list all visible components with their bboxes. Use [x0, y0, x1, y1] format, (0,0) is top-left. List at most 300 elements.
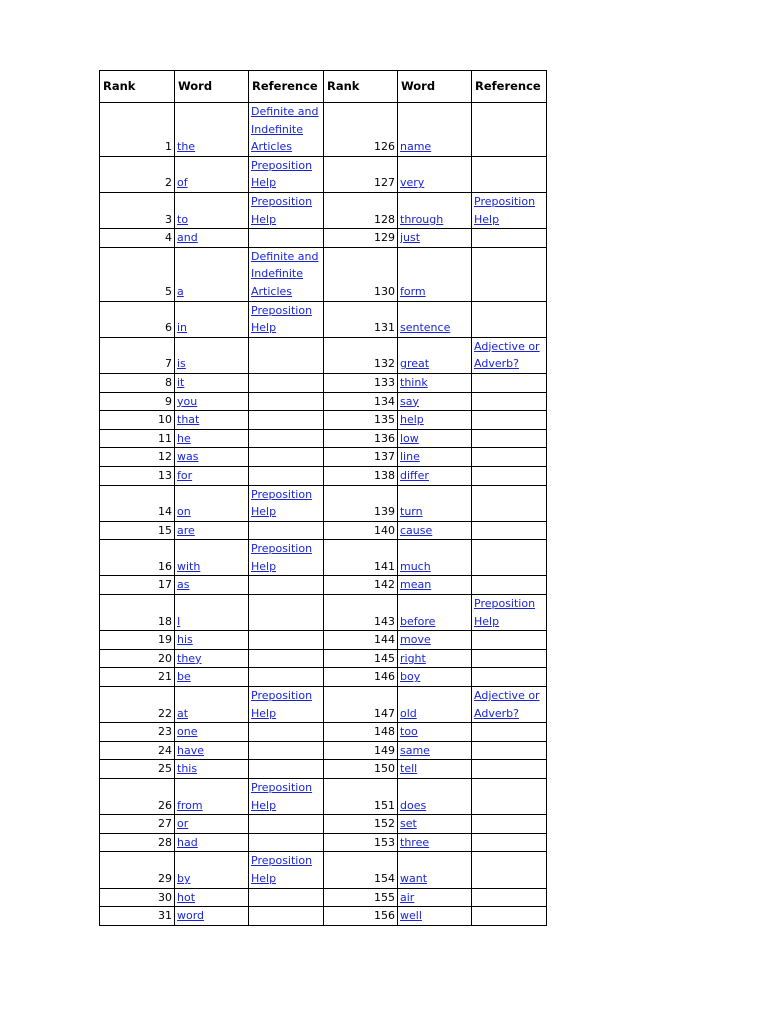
reference-cell-left [249, 392, 324, 411]
reference-cell-right [472, 631, 547, 650]
rank-cell-left: 18 [100, 595, 175, 631]
word-cell-right [398, 540, 472, 576]
reference-cell-left [249, 576, 324, 595]
rank-cell-left: 16 [100, 540, 175, 576]
word-link[interactable]: boy [400, 670, 421, 684]
word-link[interactable]: same [400, 743, 430, 757]
reference-cell-left [249, 779, 324, 815]
word-cell-right [398, 373, 472, 392]
rank-cell-right: 152 [324, 815, 398, 834]
word-cell-right [398, 907, 472, 926]
rank-cell-right: 127 [324, 156, 398, 192]
word-link[interactable]: low [400, 431, 419, 445]
rank-cell-left: 23 [100, 723, 175, 742]
reference-cell-left [249, 687, 324, 723]
reference-link[interactable]: Adverb? [474, 357, 519, 371]
word-cell-left [175, 411, 249, 430]
reference-link[interactable]: Help [251, 871, 277, 885]
word-link[interactable]: one [177, 725, 198, 739]
word-link[interactable]: differ [400, 468, 429, 482]
reference-cell-left [249, 741, 324, 760]
word-cell-right [398, 485, 472, 521]
rank-cell-right: 137 [324, 448, 398, 467]
word-link[interactable]: in [177, 321, 188, 335]
reference-cell-right [472, 521, 547, 540]
word-cell-left [175, 429, 249, 448]
word-cell-left [175, 779, 249, 815]
word-link[interactable]: of [177, 176, 188, 190]
reference-link[interactable]: Help [251, 321, 277, 335]
rank-cell-right: 132 [324, 337, 398, 373]
word-cell-left [175, 229, 249, 248]
word-link[interactable]: was [177, 450, 199, 464]
table-row [100, 833, 547, 852]
reference-link[interactable]: Help [474, 614, 500, 628]
word-cell-right [398, 301, 472, 337]
rank-cell-right: 155 [324, 888, 398, 907]
reference-link[interactable]: Indefinite [251, 267, 304, 281]
table-row [100, 301, 547, 337]
word-link[interactable]: the [177, 140, 196, 154]
word-cell-left [175, 668, 249, 687]
reference-link[interactable]: Help [251, 798, 277, 812]
word-cell-right [398, 649, 472, 668]
table-row [100, 760, 547, 779]
word-cell-left [175, 576, 249, 595]
word-cell-right [398, 852, 472, 888]
word-link[interactable]: by [177, 871, 191, 885]
reference-link[interactable]: Adjective or [474, 689, 540, 703]
word-link[interactable]: that [177, 413, 200, 427]
rank-cell-left: 10 [100, 411, 175, 430]
reference-cell-left [249, 192, 324, 228]
reference-cell-left [249, 760, 324, 779]
word-cell-right [398, 411, 472, 430]
rank-cell-left: 3 [100, 192, 175, 228]
word-cell-right [398, 687, 472, 723]
rank-cell-right: 138 [324, 466, 398, 485]
reference-link[interactable]: Preposition [251, 487, 313, 501]
word-cell-left [175, 521, 249, 540]
rank-cell-left: 29 [100, 852, 175, 888]
word-cell-left [175, 741, 249, 760]
rank-cell-right: 133 [324, 373, 398, 392]
rank-cell-left: 25 [100, 760, 175, 779]
reference-cell-left [249, 466, 324, 485]
reference-link[interactable]: Preposition [474, 597, 536, 611]
word-link[interactable]: with [177, 559, 201, 573]
rank-cell-right: 130 [324, 247, 398, 301]
table-row [100, 852, 547, 888]
reference-cell-left [249, 833, 324, 852]
table-row [100, 907, 547, 926]
word-cell-right [398, 337, 472, 373]
reference-cell-right [472, 741, 547, 760]
rank-cell-left: 9 [100, 392, 175, 411]
word-link[interactable]: does [400, 798, 427, 812]
word-cell-left [175, 373, 249, 392]
word-link[interactable]: is [177, 357, 186, 371]
word-cell-right [398, 392, 472, 411]
word-cell-right [398, 668, 472, 687]
word-link[interactable]: to [177, 212, 189, 226]
rank-cell-left: 24 [100, 741, 175, 760]
rank-cell-left: 1 [100, 103, 175, 157]
rank-cell-right: 150 [324, 760, 398, 779]
table-row [100, 576, 547, 595]
rank-cell-right: 156 [324, 907, 398, 926]
word-cell-left [175, 760, 249, 779]
reference-cell-right [472, 723, 547, 742]
reference-cell-left [249, 373, 324, 392]
word-link[interactable]: from [177, 798, 203, 812]
reference-cell-left [249, 723, 324, 742]
rank-cell-right: 146 [324, 668, 398, 687]
word-cell-left [175, 192, 249, 228]
header-word-2: Word [398, 71, 472, 103]
table-row [100, 723, 547, 742]
reference-cell-left [249, 485, 324, 521]
word-link[interactable]: want [400, 871, 428, 885]
header-reference-1: Reference [249, 71, 324, 103]
word-link[interactable]: right [400, 651, 426, 665]
word-link[interactable]: and [177, 231, 198, 245]
word-cell-left [175, 448, 249, 467]
reference-link[interactable]: Preposition [251, 303, 313, 317]
reference-link[interactable]: Preposition [251, 854, 313, 868]
reference-cell-right [472, 229, 547, 248]
rank-cell-left: 21 [100, 668, 175, 687]
rank-cell-left: 31 [100, 907, 175, 926]
word-cell-left [175, 392, 249, 411]
rank-cell-right: 140 [324, 521, 398, 540]
table-row [100, 103, 547, 157]
word-link[interactable]: a [177, 284, 184, 298]
word-cell-left [175, 156, 249, 192]
word-cell-left [175, 852, 249, 888]
word-link[interactable]: he [177, 431, 191, 445]
table-row [100, 631, 547, 650]
rank-cell-right: 148 [324, 723, 398, 742]
word-link[interactable]: very [400, 176, 425, 190]
reference-link[interactable]: Preposition [251, 542, 313, 556]
reference-cell-right [472, 448, 547, 467]
word-link[interactable]: mean [400, 578, 432, 592]
word-link[interactable]: for [177, 468, 193, 482]
table-header-row [100, 71, 547, 103]
reference-cell-right [472, 687, 547, 723]
rank-cell-left: 5 [100, 247, 175, 301]
word-link[interactable]: you [177, 394, 198, 408]
word-cell-right [398, 192, 472, 228]
word-link[interactable]: through [400, 212, 444, 226]
rank-cell-left: 14 [100, 485, 175, 521]
reference-cell-left [249, 301, 324, 337]
word-cell-right [398, 576, 472, 595]
word-link[interactable]: sentence [400, 321, 451, 335]
rank-cell-right: 149 [324, 741, 398, 760]
word-cell-left [175, 631, 249, 650]
reference-cell-right [472, 907, 547, 926]
table-row [100, 668, 547, 687]
reference-cell-right [472, 888, 547, 907]
table-row [100, 595, 547, 631]
reference-cell-right [472, 595, 547, 631]
reference-cell-right [472, 156, 547, 192]
word-link[interactable]: old [400, 706, 417, 720]
table-row [100, 779, 547, 815]
reference-link[interactable]: Articles [251, 140, 293, 154]
word-cell-right [398, 723, 472, 742]
reference-cell-left [249, 595, 324, 631]
word-link[interactable]: think [400, 375, 428, 389]
word-cell-right [398, 156, 472, 192]
table-body [100, 103, 547, 926]
word-link[interactable]: have [177, 743, 204, 757]
rank-cell-right: 147 [324, 687, 398, 723]
word-cell-left [175, 649, 249, 668]
word-link[interactable]: or [177, 817, 189, 831]
word-cell-right [398, 448, 472, 467]
reference-link[interactable]: Articles [251, 284, 293, 298]
word-cell-right [398, 888, 472, 907]
word-link[interactable]: turn [400, 505, 423, 519]
word-link[interactable]: say [400, 394, 419, 408]
reference-cell-right [472, 540, 547, 576]
reference-cell-right [472, 192, 547, 228]
header-rank-1: Rank [100, 71, 175, 103]
reference-link[interactable]: Preposition [251, 689, 313, 703]
word-link[interactable]: at [177, 706, 189, 720]
reference-cell-left [249, 815, 324, 834]
header-rank-2: Rank [324, 71, 398, 103]
word-cell-right [398, 247, 472, 301]
word-link[interactable]: as [177, 578, 190, 592]
word-cell-right [398, 833, 472, 852]
word-link[interactable]: too [400, 725, 418, 739]
word-cell-right [398, 760, 472, 779]
word-cell-left [175, 337, 249, 373]
word-link[interactable]: his [177, 633, 193, 647]
reference-link[interactable]: Definite and [251, 105, 319, 119]
reference-cell-right [472, 485, 547, 521]
rank-cell-right: 129 [324, 229, 398, 248]
rank-cell-left: 28 [100, 833, 175, 852]
reference-cell-right [472, 466, 547, 485]
word-cell-right [398, 779, 472, 815]
rank-cell-left: 13 [100, 466, 175, 485]
table-row [100, 448, 547, 467]
reference-link[interactable]: Help [251, 559, 277, 573]
reference-cell-right [472, 852, 547, 888]
table-row [100, 466, 547, 485]
rank-cell-right: 144 [324, 631, 398, 650]
header-word-1: Word [175, 71, 249, 103]
word-cell-left [175, 888, 249, 907]
word-cell-left [175, 723, 249, 742]
reference-cell-left [249, 103, 324, 157]
word-cell-left [175, 485, 249, 521]
word-cell-right [398, 429, 472, 448]
table-row [100, 337, 547, 373]
reference-link[interactable]: Definite and [251, 249, 319, 263]
word-link[interactable]: line [400, 450, 420, 464]
rank-cell-right: 154 [324, 852, 398, 888]
word-link[interactable]: hot [177, 890, 196, 904]
word-link[interactable]: this [177, 762, 198, 776]
rank-cell-right: 136 [324, 429, 398, 448]
reference-cell-left [249, 337, 324, 373]
reference-link[interactable]: Help [251, 176, 277, 190]
rank-cell-left: 27 [100, 815, 175, 834]
reference-cell-right [472, 668, 547, 687]
reference-link[interactable]: Help [251, 212, 277, 226]
rank-cell-right: 126 [324, 103, 398, 157]
word-link[interactable]: help [400, 413, 424, 427]
rank-cell-right: 135 [324, 411, 398, 430]
reference-link[interactable]: Preposition [251, 781, 313, 794]
rank-cell-left: 12 [100, 448, 175, 467]
reference-cell-right [472, 411, 547, 430]
word-link[interactable]: word [177, 909, 205, 923]
word-link[interactable]: cause [400, 523, 433, 537]
reference-link[interactable]: Preposition [251, 158, 313, 172]
reference-cell-left [249, 540, 324, 576]
rank-cell-right: 153 [324, 833, 398, 852]
word-link[interactable]: had [177, 835, 198, 849]
reference-cell-right [472, 301, 547, 337]
reference-cell-left [249, 907, 324, 926]
reference-link[interactable]: Adjective or [474, 339, 540, 353]
header-reference-2: Reference [472, 71, 547, 103]
rank-cell-left: 17 [100, 576, 175, 595]
reference-cell-right [472, 337, 547, 373]
word-link[interactable]: well [400, 909, 422, 923]
reference-cell-left [249, 668, 324, 687]
reference-cell-left [249, 429, 324, 448]
table-row [100, 229, 547, 248]
word-link[interactable]: great [400, 357, 430, 371]
word-link[interactable]: before [400, 614, 436, 628]
word-cell-left [175, 540, 249, 576]
table-row [100, 429, 547, 448]
rank-cell-right: 143 [324, 595, 398, 631]
reference-cell-right [472, 833, 547, 852]
table-row [100, 687, 547, 723]
reference-link[interactable]: Preposition [251, 194, 313, 208]
word-link[interactable]: form [400, 284, 426, 298]
word-link[interactable]: I [177, 614, 181, 628]
rank-cell-left: 11 [100, 429, 175, 448]
word-cell-left [175, 466, 249, 485]
word-cell-right [398, 631, 472, 650]
word-cell-left [175, 247, 249, 301]
reference-cell-right [472, 373, 547, 392]
reference-link[interactable]: Adverb? [474, 706, 519, 720]
rank-cell-right: 141 [324, 540, 398, 576]
word-cell-left [175, 907, 249, 926]
table-row [100, 373, 547, 392]
rank-cell-left: 19 [100, 631, 175, 650]
word-link[interactable]: on [177, 505, 191, 519]
rank-cell-left: 26 [100, 779, 175, 815]
reference-cell-right [472, 649, 547, 668]
table-row [100, 888, 547, 907]
reference-cell-left [249, 852, 324, 888]
reference-link[interactable]: Preposition [474, 194, 536, 208]
reference-cell-right [472, 247, 547, 301]
reference-cell-left [249, 411, 324, 430]
rank-cell-right: 145 [324, 649, 398, 668]
reference-cell-left [249, 156, 324, 192]
word-cell-right [398, 229, 472, 248]
table-row [100, 392, 547, 411]
reference-cell-left [249, 888, 324, 907]
table-row [100, 192, 547, 228]
rank-cell-left: 22 [100, 687, 175, 723]
word-link[interactable]: air [400, 890, 415, 904]
reference-cell-right [472, 760, 547, 779]
word-cell-left [175, 815, 249, 834]
reference-link[interactable]: Indefinite [251, 122, 304, 136]
rank-cell-left: 15 [100, 521, 175, 540]
word-cell-left [175, 687, 249, 723]
rank-cell-left: 30 [100, 888, 175, 907]
word-link[interactable]: set [400, 817, 417, 831]
table-row [100, 485, 547, 521]
rank-cell-right: 151 [324, 779, 398, 815]
word-link[interactable]: move [400, 633, 431, 647]
table-row [100, 247, 547, 301]
word-link[interactable]: they [177, 651, 202, 665]
table-row [100, 815, 547, 834]
rank-cell-left: 4 [100, 229, 175, 248]
rank-cell-right: 139 [324, 485, 398, 521]
reference-cell-left [249, 448, 324, 467]
word-cell-right [398, 521, 472, 540]
word-cell-left [175, 833, 249, 852]
word-link[interactable]: just [400, 231, 421, 245]
word-link[interactable]: it [177, 375, 185, 389]
rank-cell-left: 6 [100, 301, 175, 337]
word-cell-left [175, 103, 249, 157]
rank-cell-right: 131 [324, 301, 398, 337]
word-link[interactable]: name [400, 140, 432, 154]
reference-cell-left [249, 649, 324, 668]
word-link[interactable]: tell [400, 762, 418, 776]
rank-cell-left: 8 [100, 373, 175, 392]
rank-cell-right: 128 [324, 192, 398, 228]
table-row [100, 649, 547, 668]
rank-cell-right: 142 [324, 576, 398, 595]
reference-cell-left [249, 229, 324, 248]
reference-cell-left [249, 631, 324, 650]
reference-link[interactable]: Help [251, 505, 277, 519]
table-row [100, 741, 547, 760]
word-cell-right [398, 741, 472, 760]
reference-link[interactable]: Help [251, 706, 277, 720]
word-link[interactable]: be [177, 670, 191, 684]
word-cell-right [398, 103, 472, 157]
word-cell-left [175, 595, 249, 631]
table-row [100, 521, 547, 540]
reference-link[interactable]: Help [474, 212, 500, 226]
word-link[interactable]: three [400, 835, 430, 849]
word-link[interactable]: are [177, 523, 195, 537]
reference-cell-right [472, 429, 547, 448]
reference-cell-right [472, 779, 547, 815]
word-link[interactable]: much [400, 559, 431, 573]
